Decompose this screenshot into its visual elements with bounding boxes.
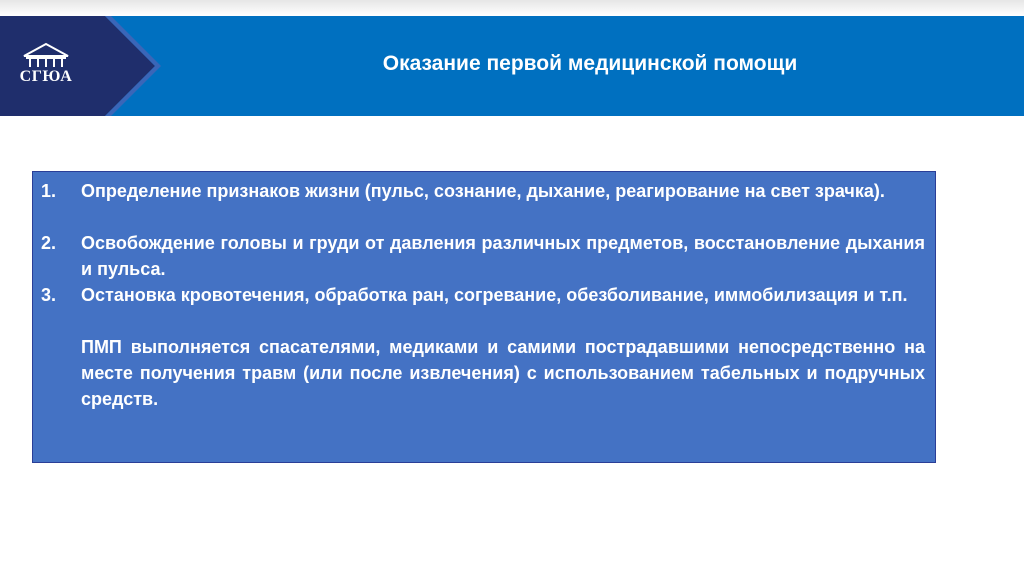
building-icon	[14, 40, 78, 70]
list-item-1	[41, 178, 925, 204]
slide-title: Оказание первой медицинской помощи	[382, 52, 798, 75]
list-item-3	[41, 282, 925, 308]
university-logo	[14, 40, 78, 94]
list-item-number: 3.	[41, 285, 57, 305]
content-box	[32, 171, 936, 463]
list-item-text: Определение признаков жизни (пульс, сознание, дыхание, реагирование на свет зрачка).	[81, 181, 885, 201]
list-item-text: Освобождение головы и груди от давления различных предметов, восстановление дыхания и пульса.	[81, 233, 925, 279]
list-item-2	[41, 230, 925, 282]
list-item-text: Остановка кровотечения, обработка ран, согревание, обезболивание, иммобилизация и т.п.	[81, 285, 908, 305]
slide-header	[0, 0, 1024, 118]
logo-text: СГЮА	[19, 68, 73, 85]
summary-paragraph: ПМП выполняется спасателями, медиками и самими пострадавшими непосредственно на месте получения травм (или после извлечения) с использованием табельных и подручных средств.	[81, 337, 925, 409]
list-item-number: 2.	[41, 233, 57, 253]
list-item-number: 1.	[41, 181, 57, 201]
